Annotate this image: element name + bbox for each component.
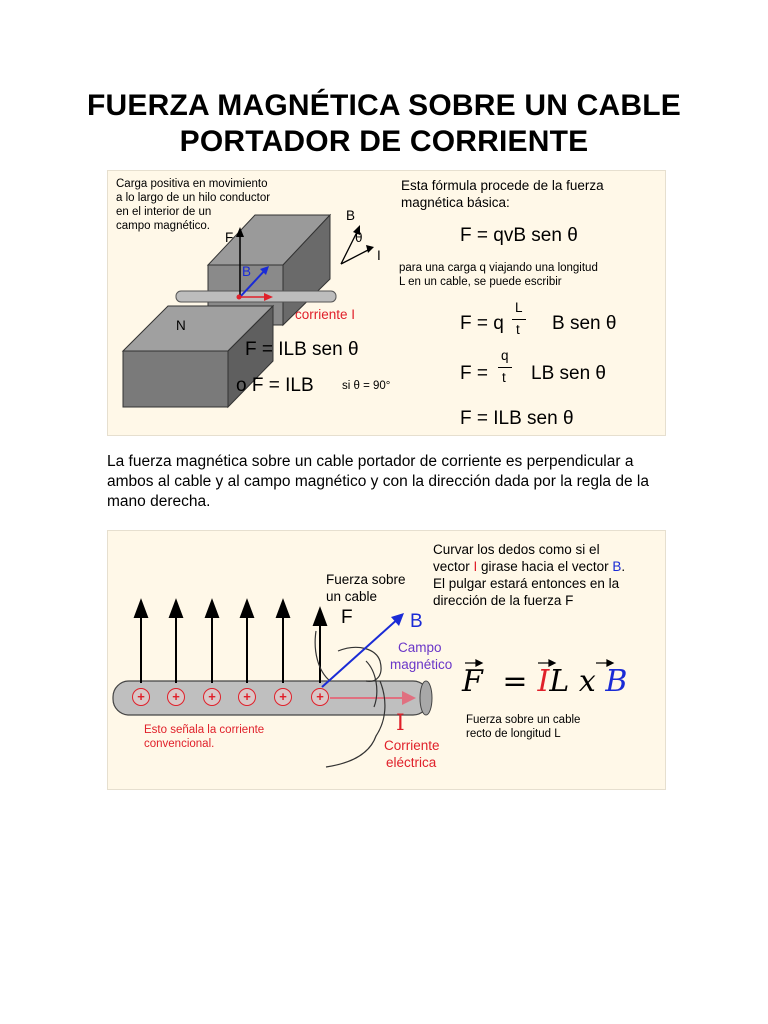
positive-charge-marker: + xyxy=(167,688,185,706)
fuerza-cable-label: Fuerza sobre un cable xyxy=(326,572,406,604)
right-intro: Esta fórmula procede de la fuerza magnética básica: xyxy=(401,178,604,210)
equation-basic: F = qvB sen θ xyxy=(460,225,578,246)
positive-charge-marker: + xyxy=(132,688,150,706)
fraction-bar-2 xyxy=(498,367,512,368)
fuerza-recto-label: Fuerza sobre un cable recto de longitud L xyxy=(466,714,581,740)
corriente-label: corriente I xyxy=(295,307,356,322)
equation-force-left-2: o F = ILB xyxy=(236,375,314,396)
b-field-label: B xyxy=(346,208,356,223)
formula-f: F xyxy=(462,664,483,699)
corriente-electrica-label: Corriente eléctrica xyxy=(384,738,440,770)
positive-charge-marker: + xyxy=(274,688,292,706)
formula-l: L xyxy=(549,664,570,699)
positive-charge-marker: + xyxy=(238,688,256,706)
description-paragraph: La fuerza magnética sobre un cable portador de corriente es perpendicular a ambos al cable y al campo magnético y con la dirección dada por la regla de la mano derecha. xyxy=(107,453,649,510)
equation-r2-den: t xyxy=(502,370,506,385)
formula-b: B xyxy=(605,664,628,699)
equation-r1-den: t xyxy=(516,322,520,337)
instruction-b: B xyxy=(612,559,622,574)
title-line-2: PORTADOR DE CORRIENTE xyxy=(179,125,589,158)
theta-label: θ xyxy=(355,230,363,245)
equation-r1-right: B sen θ xyxy=(552,313,617,334)
equation-r1-num: L xyxy=(515,300,523,315)
formula xyxy=(462,665,627,699)
equation-r2-num: q xyxy=(501,348,509,363)
field-b-label: B xyxy=(410,611,423,632)
equation-force-left: F = ILB sen θ xyxy=(245,339,359,360)
figure-right-hand-rule xyxy=(107,530,666,790)
instruction-text: Curvar los dedos como si el vector I girase hacia el vector B. El pulgar estará entonces en la dirección de la fuerza F xyxy=(433,542,626,608)
formula-equals: = xyxy=(502,664,528,699)
campo-magnetico-label: Campo magnético xyxy=(390,640,453,672)
magnet-north-block xyxy=(123,351,228,407)
title-line-1: FUERZA MAGNÉTICA SOBRE UN CABLE xyxy=(87,89,681,122)
figure1-caption: Carga positiva en movimiento a lo largo de un hilo conductor en el interior de un campo magnético. xyxy=(116,178,271,232)
fraction-bar-1 xyxy=(512,319,526,320)
positive-charge-marker: + xyxy=(311,688,329,706)
instruction-i: I xyxy=(473,559,478,574)
equation-r3: F = ILB sen θ xyxy=(460,408,574,429)
senala-label: Esto señala la corriente convencional. xyxy=(144,724,265,750)
page-title xyxy=(0,88,768,160)
positive-charge-marker: + xyxy=(203,688,221,706)
equation-r2-right: LB sen θ xyxy=(531,363,606,384)
north-label: N xyxy=(176,318,186,333)
force-f-label: F xyxy=(341,607,353,628)
equation-condition: si θ = 90° xyxy=(342,380,391,392)
right-mid-text: para una carga q viajando una longitud L en un cable, se puede escribir xyxy=(399,262,598,288)
equation-r2-left: F = xyxy=(460,363,488,384)
b-vector-label: B xyxy=(242,264,252,279)
figure-magnetic-force-wire xyxy=(107,170,666,436)
current-dir-label: I xyxy=(377,248,381,263)
equation-r1-left: F = q xyxy=(460,313,504,334)
formula-i: I xyxy=(537,664,550,699)
current-i-label: I xyxy=(396,711,405,736)
force-label: F xyxy=(225,230,234,245)
formula-x: x xyxy=(578,664,596,699)
